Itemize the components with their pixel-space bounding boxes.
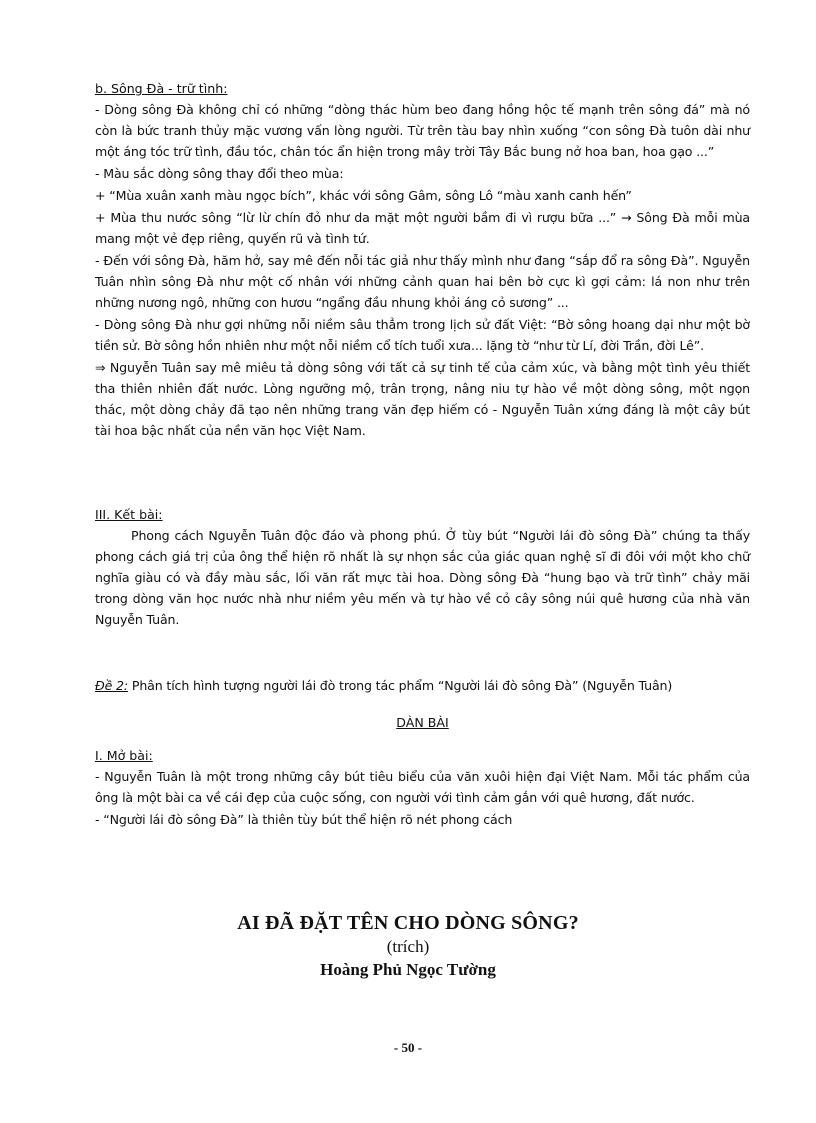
section-i-paragraph-2: - “Người lái đò sông Đà” là thiên tùy bút thể hiện rõ nét phong cách <box>95 812 513 827</box>
page-number: - 50 - <box>393 1040 423 1055</box>
section-b-heading: b. Sông Đà - trữ tình: <box>95 81 228 96</box>
section-b-paragraph-6: - Dòng sông Đà như gợi những nỗi niềm sâu thẳm trong lịch sử đất Việt: “Bờ sông hoang dại như một bờ tiền sử. Bờ sông hồn nhiên như một nỗi niềm cổ tích tuổi xưa... lặng tờ “như từ Lí, đời Trần, đời Lê”. <box>95 317 750 353</box>
de-2-text: Phân tích hình tượng người lái đò trong tác phẩm “Người lái đò sông Đà” (Nguyễn Tuân) <box>131 678 673 693</box>
section-i-heading: I. Mở bài: <box>95 748 153 763</box>
dan-bai-heading: DÀN BÀI <box>396 715 449 730</box>
spacer <box>95 442 750 504</box>
section-b-paragraph-4: + Mùa thu nước sông “lừ lừ chín đỏ như da mặt một người bầm đi vì rượu bữa ...” → Sông Đà mỗi mùa mang một vẻ đẹp riêng, quyến rũ và tình tứ. <box>95 210 750 246</box>
section-iii-paragraph: Phong cách Nguyễn Tuân độc đáo và phong phú. Ở tùy bút “Người lái đò sông Đà” chúng ta thấy phong cách giá trị của ông thể hiện rõ nhất là sự nhọn sắc của giác quan nghệ sĩ đi đôi với một kho chữ nghĩa giàu có và đầy màu sắc, lối văn rất mực tài hoa. Dòng sông Đà “hung bạo và trữ tình” chảy mãi trong dòng văn học nước nhà như niềm yêu mến và tự hào về cỏ cây sông núi quê hương của nhà văn Nguyễn Tuân. <box>95 528 750 627</box>
section-b-conclusion: ⇒ Nguyễn Tuân say mê miêu tả dòng sông với tất cả sự tinh tế của cảm xúc, và bằng một tình yêu thiết tha thiên nhiên đất nước. Lòng ngưỡng mộ, trân trọng, nâng niu tự hào về một dòng sông, một ngọn thác, một dòng chảy đã tạo nên những trang văn đẹp hiếm có - Nguyễn Tuân xứng đáng là một cây bút tài hoa bậc nhất của nền văn học Việt Nam. <box>95 360 750 438</box>
section-iii-heading: III. Kết bài: <box>95 507 163 522</box>
de-2-label: Đề 2: <box>95 678 129 693</box>
spacer <box>95 631 750 675</box>
page-body <box>95 78 750 831</box>
section-b-paragraph-1: - Dòng sông Đà không chỉ có những “dòng thác hùm beo đang hồng hộc tế mạnh trên sông đá” mà nó còn là bức tranh thủy mặc vương vấn lòng người. Từ trên tàu bay nhìn xuống “con sông Đà tuôn dài như một áng tóc trữ tình, đầu tóc, chân tóc ẩn hiện trong mây trời Tây Bắc bung nở hoa ban, hoa gạo ...” <box>95 102 750 159</box>
article-title: AI ĐÃ ĐẶT TÊN CHO DÒNG SÔNG? <box>237 912 579 934</box>
section-b-paragraph-3: + “Mùa xuân xanh màu ngọc bích”, khác với sông Gâm, sông Lô “màu xanh canh hến” <box>95 188 632 203</box>
section-b-paragraph-2: - Màu sắc dòng sông thay đổi theo mùa: <box>95 166 344 181</box>
section-i-paragraph-1: - Nguyễn Tuân là một trong những cây bút tiêu biểu của văn xuôi hiện đại Việt Nam. Mỗi tác phẩm của ông là một bài ca về cái đẹp của cuộc sống, con người với tình cảm gắn với quê hương, đất nước. <box>95 769 750 805</box>
de-2-line <box>95 675 750 696</box>
article-title-block <box>0 910 816 982</box>
article-subtitle: (trích) <box>386 937 430 956</box>
article-author: Hoàng Phủ Ngọc Tường <box>320 960 496 979</box>
section-b-paragraph-5: - Đến với sông Đà, hăm hở, say mê đến nỗi tác giả như thấy mình như đang “sắp đổ ra sông Đà”. Nguyễn Tuân nhìn sông Đà như một cố nhân với những cảnh quan hai bên bờ cực kì gợi cảm: lá non như trên những nương ngô, những con hươu “ngẩng đầu nhung khỏi áng cỏ sương” ... <box>95 253 750 310</box>
